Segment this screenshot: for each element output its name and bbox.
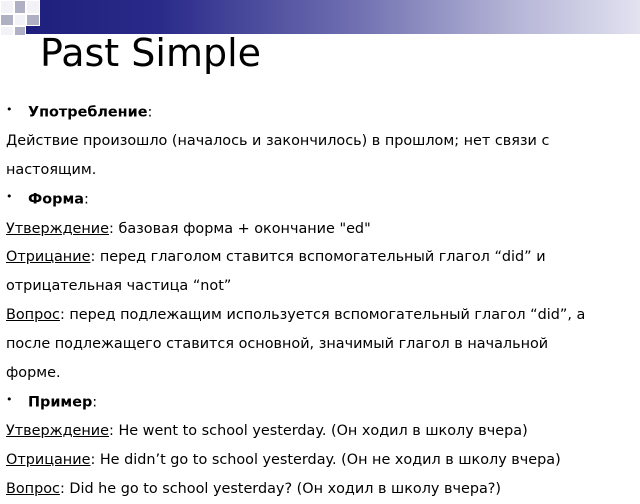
decor-square — [0, 14, 14, 26]
example-negative — [6, 446, 638, 475]
example-question — [6, 475, 638, 504]
usage-text-line1: Действие произошло (началось и закончилось) в прошлом; нет связи с — [6, 133, 550, 150]
form-negative-text-line1: : перед глаголом ставится вспомогательный глагол “did” и — [90, 249, 546, 266]
example-affirmative-label: Утверждение — [6, 423, 110, 440]
title-gradient-band — [0, 0, 640, 34]
example-negative-text: : He didn’t go to school yesterday. (Он не ходил в школу вчера) — [90, 452, 561, 469]
form-question-label: Вопрос — [6, 307, 60, 324]
slide-title: Past Simple — [40, 31, 262, 75]
bullet-icon: • — [6, 103, 13, 116]
form-affirmative-text: : базовая форма + окончание "ed" — [109, 220, 371, 237]
form-question-text-line1: : перед подлежащим используется вспомогательный глагол “did”, а — [59, 307, 586, 324]
usage-heading: Употребление — [28, 104, 148, 121]
slide-body — [6, 98, 638, 504]
example-question-text: : Did he go to school yesterday? (Он ходил в школу вчера?) — [59, 481, 502, 498]
form-colon: : — [83, 191, 89, 208]
example-affirmative — [6, 417, 638, 446]
form-question — [6, 301, 638, 330]
form-affirmative-label: Утверждение — [6, 220, 110, 237]
bullet-icon: • — [6, 190, 13, 204]
decor-square — [26, 14, 40, 26]
form-bullet — [6, 185, 638, 214]
decor-square — [0, 0, 14, 14]
example-question-label: Вопрос — [6, 481, 60, 498]
usage-text-line2: настоящим. — [6, 162, 97, 179]
form-negative-label: Отрицание — [6, 249, 91, 266]
form-affirmative — [6, 215, 638, 244]
form-question-text-line2: после подлежащего ставится основной, значимый глагол в начальной — [6, 336, 549, 353]
usage-bullet — [6, 98, 638, 127]
decor-square — [26, 0, 40, 14]
example-negative-label: Отрицание — [6, 452, 91, 469]
form-negative — [6, 243, 638, 272]
decor-square — [14, 14, 26, 26]
form-question-text-line3: форме. — [6, 365, 61, 382]
bullet-icon: • — [6, 392, 13, 406]
example-colon: : — [92, 394, 98, 411]
form-negative-text-line2: отрицательная частица “not” — [6, 278, 232, 295]
example-affirmative-text: : He went to school yesterday. (Он ходил в школу вчера) — [109, 423, 528, 440]
decor-square — [0, 26, 14, 36]
usage-colon: : — [147, 104, 153, 121]
form-heading: Форма — [28, 191, 84, 208]
decor-square — [14, 0, 26, 14]
example-bullet — [6, 388, 638, 417]
example-heading: Пример — [28, 394, 93, 411]
decor-square — [14, 26, 26, 36]
